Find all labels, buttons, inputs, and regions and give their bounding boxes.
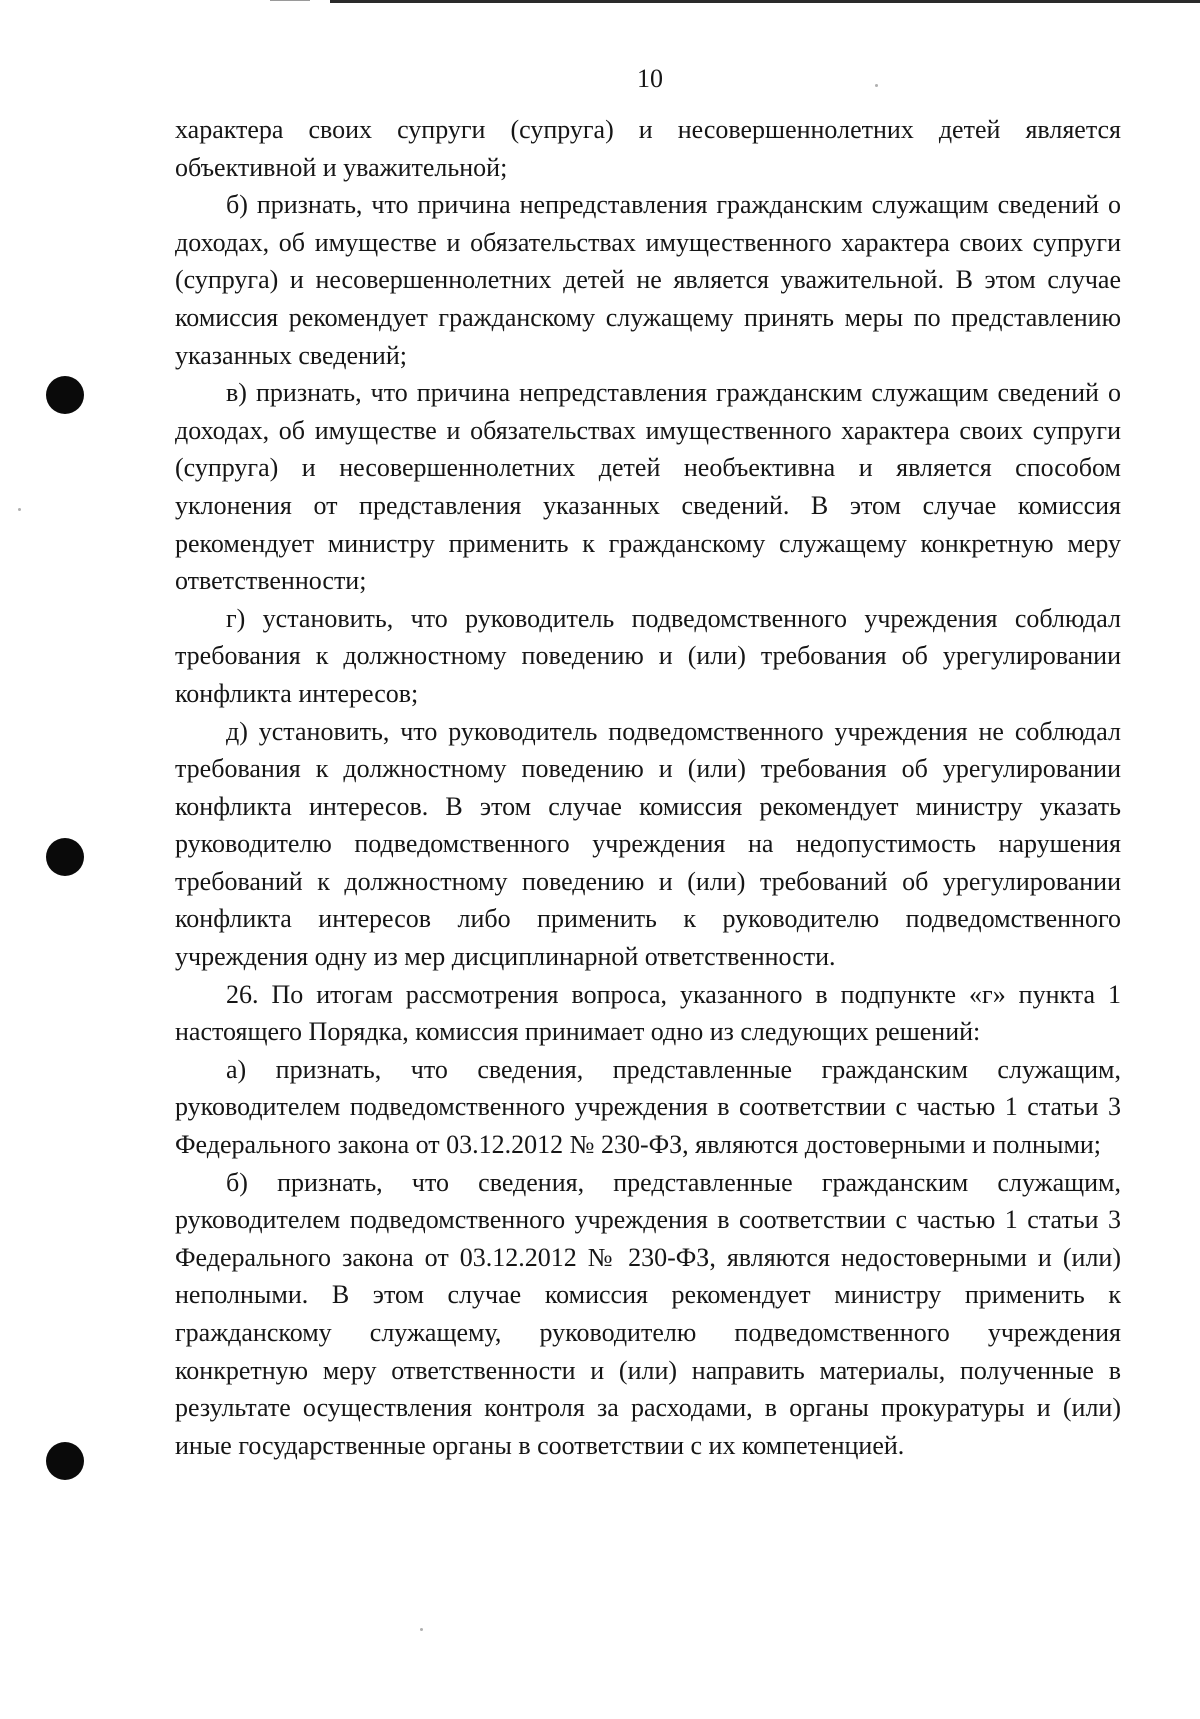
document-body — [175, 111, 1121, 1464]
paragraph-item-26: 26. По итогам рассмотрения вопроса, указанного в подпункте «г» пункта 1 настоящего Порядка, комиссия принимает одно из следующих решений: — [175, 979, 1121, 1047]
paragraph-item-26-b: б) признать, что сведения, представленные гражданским служащим, руководителем подведомственного учреждения в соответствии с частью 1 статьи 3 Федерального закона от 03.12.2012 № 230-ФЗ, являются недостоверными и (или) неполными. В этом случае комиссия рекомендует министру применить к гражданскому служащему, руководителю подведомственного учреждения конкретную меру ответственности и (или) направить материалы, полученные в результате осуществления контроля за расходами, в органы прокуратуры и (или) иные государственные органы в соответствии с их компетенцией. — [175, 1167, 1121, 1460]
paragraph-subitem-v: в) признать, что причина непредставления гражданским служащим сведений о доходах, об имуществе и обязательствах имущественного характера своих супруги (супруга) и несовершеннолетних детей необъективна и является способом уклонения от представления указанных сведений. В этом случае комиссия рекомендует министру применить к гражданскому служащему конкретную меру ответственности; — [175, 378, 1121, 596]
scan-top-edge-mark — [270, 0, 310, 1]
paragraph-continuation: характера своих супруги (супруга) и несовершеннолетних детей является объективной и уважительной; — [175, 115, 1121, 182]
scan-speck — [875, 84, 878, 87]
punch-hole-bottom — [46, 1442, 84, 1480]
scan-top-edge — [330, 0, 1200, 3]
punch-hole-middle — [46, 838, 84, 876]
page-number: 10 — [637, 64, 663, 93]
scan-speck — [18, 508, 21, 511]
paragraph-subitem-d: д) установить, что руководитель подведомственного учреждения не соблюдал требования к должностному поведению и (или) требования об урегулировании конфликта интересов. В этом случае комиссия рекомендует министру указать руководителю подведомственного учреждения на недопустимость нарушения требований к должностному поведению и (или) требований об урегулировании конфликта интересов либо применить к руководителю подведомственного учреждения одну из мер дисциплинарной ответственности. — [175, 716, 1121, 972]
punch-hole-top — [46, 376, 84, 414]
scan-speck — [420, 1628, 423, 1631]
paragraph-item-26-a: а) признать, что сведения, представленные гражданским служащим, руководителем подведомственного учреждения в соответствии с частью 1 статьи 3 Федерального закона от 03.12.2012 № 230-ФЗ, являются достоверными и полными; — [175, 1054, 1121, 1160]
paragraph-subitem-b: б) признать, что причина непредставления гражданским служащим сведений о доходах, об имуществе и обязательствах имущественного характера своих супруги (супруга) и несовершеннолетних детей не является уважительной. В этом случае комиссия рекомендует гражданскому служащему принять меры по представлению указанных сведений; — [175, 190, 1121, 370]
paragraph-subitem-g: г) установить, что руководитель подведомственного учреждения соблюдал требования к должностному поведению и (или) требования об урегулировании конфликта интересов; — [175, 603, 1121, 708]
